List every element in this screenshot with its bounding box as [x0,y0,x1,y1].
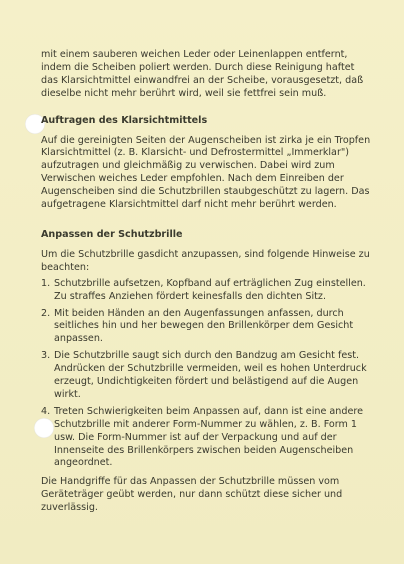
instruction-list [41,278,371,471]
list-item-number: 3. [41,350,51,362]
document-content [41,49,371,515]
list-item-text: Die Schutzbrille saugt sich durch den Bandzug am Gesicht fest. Andrücken der Schutzbrille vermeiden, weil es hohen Unterdruck erzeugt, Undichtigkeiten fördert und belästigend auf die Augen wirkt. [54,350,367,400]
intro-paragraph: mit einem sauberen weichen Leder oder Leinenlappen entfernt, indem die Scheiben poliert werden. Durch diese Reinigung haftet das Klarsichtmittel einwandfrei an der Scheibe, vorausgesetzt, daß dieselbe nicht mehr berührt wird, weil sie fettfrei sein muß. [41,49,364,99]
list-item-text: Mit beiden Händen an den Augenfassungen anfassen, durch seitliches hin und her bewegen den Brillenkörper dem Gesicht anpassen. [54,307,354,345]
list-item-text: Treten Schwierigkeiten beim Anpassen auf, dann ist eine andere Schutzbrille mit anderer Form-Nummer zu wählen, z. B. Form 1 usw. Die Form-Nummer ist auf der Verpackung und auf der Innenseite des Brillenkörpers zwischen beiden Augenscheiben angeordnet. [54,405,363,469]
list-item-number: 4. [41,405,51,417]
section-heading-auftragen: Auftragen des Klarsichtmittels [41,114,208,126]
section-intro-anpassen: Um die Schutzbrille gasdicht anzupassen, sind folgende Hinweise zu beachten: [41,248,370,273]
list-item [41,308,371,347]
list-item [41,406,371,471]
section-heading-anpassen: Anpassen der Schutzbrille [41,228,183,240]
list-item-text: Schutzbrille aufsetzen, Kopfband auf erträglichen Zug einstellen. Zu straffes Anziehen fördert keinesfalls den dichten Sitz. [54,277,366,302]
list-item-number: 1. [41,277,51,289]
section-text-auftragen: Auf die gereinigten Seiten der Augenscheiben ist zirka je ein Tropfen Klarsichtmittel (z. B. Klarsicht- und Defrostermittel „Immerklar") aufzutragen und gleichmäßig zu verwischen. Dabei wird zum Verwischen weiches Leder empfohlen. Nach dem Einreiben der Augenscheiben sind die Schutzbrillen staubgeschützt zu lagern. Das aufgetragene Klarsichtmittel darf nicht mehr berührt werden. [41,134,371,211]
list-item-number: 2. [41,307,51,319]
list-item [41,278,371,304]
closing-paragraph: Die Handgriffe für das Anpassen der Schutzbrille müssen vom Geräteträger geübt werden, nur dann schützt diese sicher und zuverlässig. [41,476,343,514]
list-item [41,350,371,402]
